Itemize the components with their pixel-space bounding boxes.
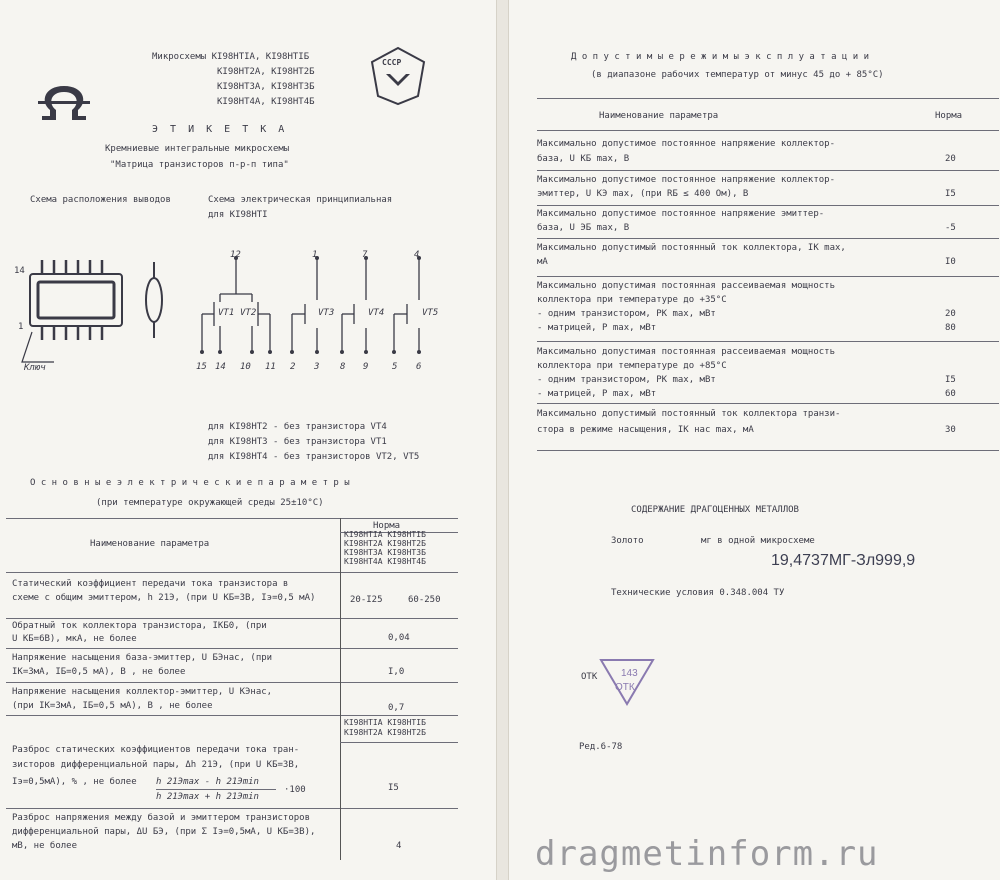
modes-title: Д о п у с т и м ы е р е ж и м ы э к с п л у а т а ц и и [571, 52, 870, 62]
table-group2-1: КI98НТIА КI98НТIБ [344, 718, 426, 727]
modes-row-6-line-2: коллектора при температуре до +85°С [537, 361, 727, 371]
table-row-1-value-a: 20-I25 [350, 595, 383, 605]
watermark: dragmetinform.ru [535, 834, 879, 874]
right-page [508, 0, 1000, 880]
modes-row-5-value-2: 80 [945, 323, 956, 333]
table-row-6-line-1: Разброс напряжения между базой и эмиттером транзисторов [12, 813, 311, 823]
table-row-1-line-1: Статический коэффициент передачи тока транзистора в [12, 579, 289, 589]
gold-unit: мг в одной микросхеме [701, 536, 815, 546]
bottom-pin-14: 14 [215, 362, 226, 372]
revision-date: Ред.6-78 [579, 742, 623, 752]
modes-col-name: Наименование параметра [599, 111, 719, 121]
top-pin-4: 4 [414, 250, 420, 260]
table-group1-1: КI98НТIА КI98НТIБ [344, 530, 426, 539]
bottom-pin-9: 9 [363, 362, 369, 372]
modes-row-6-line-1: Максимально допустимая постоянная рассеиваемая мощность [537, 347, 836, 357]
modes-row-4-value: I0 [945, 257, 956, 267]
modes-col-norm: Норма [935, 111, 963, 121]
modes-row-5-line-3: - одним транзистором, PК max, мВт [537, 309, 716, 319]
table-row-2-value: 0,04 [388, 633, 410, 643]
bottom-pin-15: 15 [196, 362, 207, 372]
pin-1-label: 1 [18, 322, 24, 332]
top-pin-7: 7 [362, 250, 368, 260]
table-row-4-line-2: (при IК=3мА, IБ=0,5 мА), В , не более [12, 701, 213, 711]
modes-row-6-value-2: 60 [945, 389, 956, 399]
modes-row-3-line-2: база, U ЭБ max, В [537, 223, 630, 233]
table-row-5-multiplier: ·100 [284, 785, 306, 795]
table-row-5-line-3: Iэ=0,5мА), % , не более [12, 777, 137, 787]
metals-title: СОДЕРЖАНИЕ ДРАГОЦЕННЫХ МЕТАЛЛОВ [631, 505, 799, 515]
table-row-4-line-1: Напряжение насыщения коллектор-эмиттер, U КЭнас, [12, 687, 273, 697]
table-row-4-value: 0,7 [388, 703, 405, 713]
header-line-2: КI98НТ2А, КI98НТ2Б [217, 67, 315, 77]
header-line-1: Микросхемы КI98НТIА, КI98НТIБ [152, 52, 310, 62]
bottom-pin-6: 6 [416, 362, 422, 372]
transistor-vt3: VT3 [318, 308, 335, 318]
otk-label: ОТК [581, 672, 598, 682]
modes-subtitle: (в диапазоне рабочих температур от минус 45 до + 85°С) [591, 70, 884, 80]
stamp-text: СССР [382, 58, 402, 67]
top-pin-1: 1 [312, 250, 318, 260]
table-row-1-value-b: 60-250 [408, 595, 441, 605]
omega-logo-icon [36, 80, 92, 130]
label-title: Э Т И К Е Т К А [152, 124, 288, 135]
left-page [0, 0, 497, 880]
modes-row-3-value: -5 [945, 223, 956, 233]
transistor-vt4: VT4 [368, 308, 385, 318]
table-row-2-line-1: Обратный ток коллектора транзистора, IКБ0, (при [12, 621, 267, 631]
bottom-pin-10: 10 [240, 362, 251, 372]
top-pin-12: 12 [230, 250, 241, 260]
transistor-vt1: VT1 [218, 308, 235, 318]
key-label: Ключ [24, 363, 46, 373]
table-col-name: Наименование параметра [90, 539, 210, 549]
modes-row-2-line-2: эмиттер, U КЭ max, (при RБ ≤ 400 Ом), В [537, 189, 749, 199]
otk-stamp-number: 143 [621, 668, 638, 679]
transistor-vt2: VT2 [240, 308, 257, 318]
table-row-5-line-2: зисторов дифференциальной пары, Δh 21Э, (при U КБ=3В, [12, 760, 300, 770]
params-subtitle: (при температуре окружающей среды 25±10°С) [96, 498, 324, 508]
bottom-pin-5: 5 [392, 362, 398, 372]
modes-row-7-value: 30 [945, 425, 956, 435]
table-col-norm: Норма [373, 521, 401, 531]
modes-row-7-line-1: Максимально допустимый постоянный ток коллектора транзи- [537, 409, 841, 419]
pin-14-label: 14 [14, 266, 25, 276]
variant-line-1: для КI98НТ2 - без транзистора VT4 [208, 422, 387, 432]
table-row-5-frac-bottom: h 21Эmax + h 21Эmin [156, 792, 259, 802]
modes-row-1-value: 20 [945, 154, 956, 164]
bottom-pin-8: 8 [340, 362, 346, 372]
modes-row-1-line-1: Максимально допустимое постоянное напряжение коллектор- [537, 139, 836, 149]
gold-value: 19,4737МГ-Зл999,9 [771, 552, 916, 569]
schematic-caption-1: Схема электрическая принципиальная [208, 195, 393, 205]
modes-row-5-line-4: - матрицей, P max, мВт [537, 323, 657, 333]
schematic-caption-2: для КI98НТI [208, 210, 268, 220]
modes-row-2-line-1: Максимально допустимое постоянное напряжение коллектор- [537, 175, 836, 185]
subtitle-1: Кремниевые интегральные микросхемы [105, 144, 290, 154]
gold-label: Золото [611, 536, 644, 546]
bottom-pin-3: 3 [314, 362, 320, 372]
otk-stamp-text: ОТК [615, 682, 635, 693]
table-group1-2: КI98НТ2А КI98НТ2Б [344, 539, 426, 548]
table-row-1-line-2: схеме с общим эмиттером, h 21Э, (при U КБ=3В, Iэ=0,5 мА) [12, 593, 316, 603]
table-row-3-line-1: Напряжение насыщения база-эмиттер, U БЭнас, (при [12, 653, 273, 663]
variant-line-2: для КI98НТ3 - без транзистора VT1 [208, 437, 387, 447]
modes-row-6-line-4: - матрицей, P max, мВт [537, 389, 657, 399]
table-row-6-line-2: дифференциальной пары, ΔU БЭ, (при Σ Iэ=0,5мА, U КБ=3В), [12, 827, 316, 837]
bottom-pin-2: 2 [290, 362, 296, 372]
table-row-6-line-3: мВ, не более [12, 841, 78, 851]
modes-row-4-line-1: Максимально допустимый постоянный ток коллектора, IК max, [537, 243, 846, 253]
table-row-6-value: 4 [396, 841, 402, 851]
technical-conditions: Технические условия 0.348.004 ТУ [611, 588, 785, 598]
modes-row-4-line-2: мА [537, 257, 548, 267]
modes-row-6-line-3: - одним транзистором, PК max, мВт [537, 375, 716, 385]
table-row-5-value: I5 [388, 783, 399, 793]
subtitle-2: "Матрица транзисторов п-р-п типа" [110, 160, 289, 170]
table-row-3-line-2: IК=3мА, IБ=0,5 мА), В , не более [12, 667, 186, 677]
header-line-3: КI98НТ3А, КI98НТ3Б [217, 82, 315, 92]
pin-layout-caption: Схема расположения выводов [30, 195, 171, 205]
modes-row-3-line-1: Максимально допустимое постоянное напряжение эмиттер- [537, 209, 825, 219]
schematic-diagram [190, 252, 440, 362]
table-row-5-frac-top: h 21Эmax - h 21Эmin [156, 777, 259, 787]
table-group1-3: КI98НТ3А КI98НТ3Б [344, 548, 426, 557]
table-group2-2: КI98НТ2А КI98НТ2Б [344, 728, 426, 737]
modes-row-6-value-1: I5 [945, 375, 956, 385]
header-line-4: КI98НТ4А, КI98НТ4Б [217, 97, 315, 107]
variant-line-3: для КI98НТ4 - без транзисторов VT2, VT5 [208, 452, 420, 462]
modes-row-7-line-2: стора в режиме насыщения, IК нас max, мА [537, 425, 754, 435]
quality-mark-icon [366, 44, 430, 108]
modes-row-5-line-1: Максимально допустимая постоянная рассеиваемая мощность [537, 281, 836, 291]
table-row-2-line-2: U КБ=6В), мкА, не более [12, 634, 137, 644]
modes-row-5-line-2: коллектора при температуре до +35°С [537, 295, 727, 305]
modes-row-5-value-1: 20 [945, 309, 956, 319]
table-row-3-value: I,0 [388, 667, 405, 677]
table-row-5-line-1: Разброс статических коэффициентов передачи тока тран- [12, 745, 300, 755]
transistor-vt5: VT5 [422, 308, 439, 318]
params-title: О с н о в н ы е э л е к т р и ч е с к и е п а р а м е т р ы [30, 478, 350, 488]
modes-row-2-value: I5 [945, 189, 956, 199]
table-group1-4: КI98НТ4А КI98НТ4Б [344, 557, 426, 566]
bottom-pin-11: 11 [265, 362, 276, 372]
modes-row-1-line-2: база, U КБ max, В [537, 154, 630, 164]
